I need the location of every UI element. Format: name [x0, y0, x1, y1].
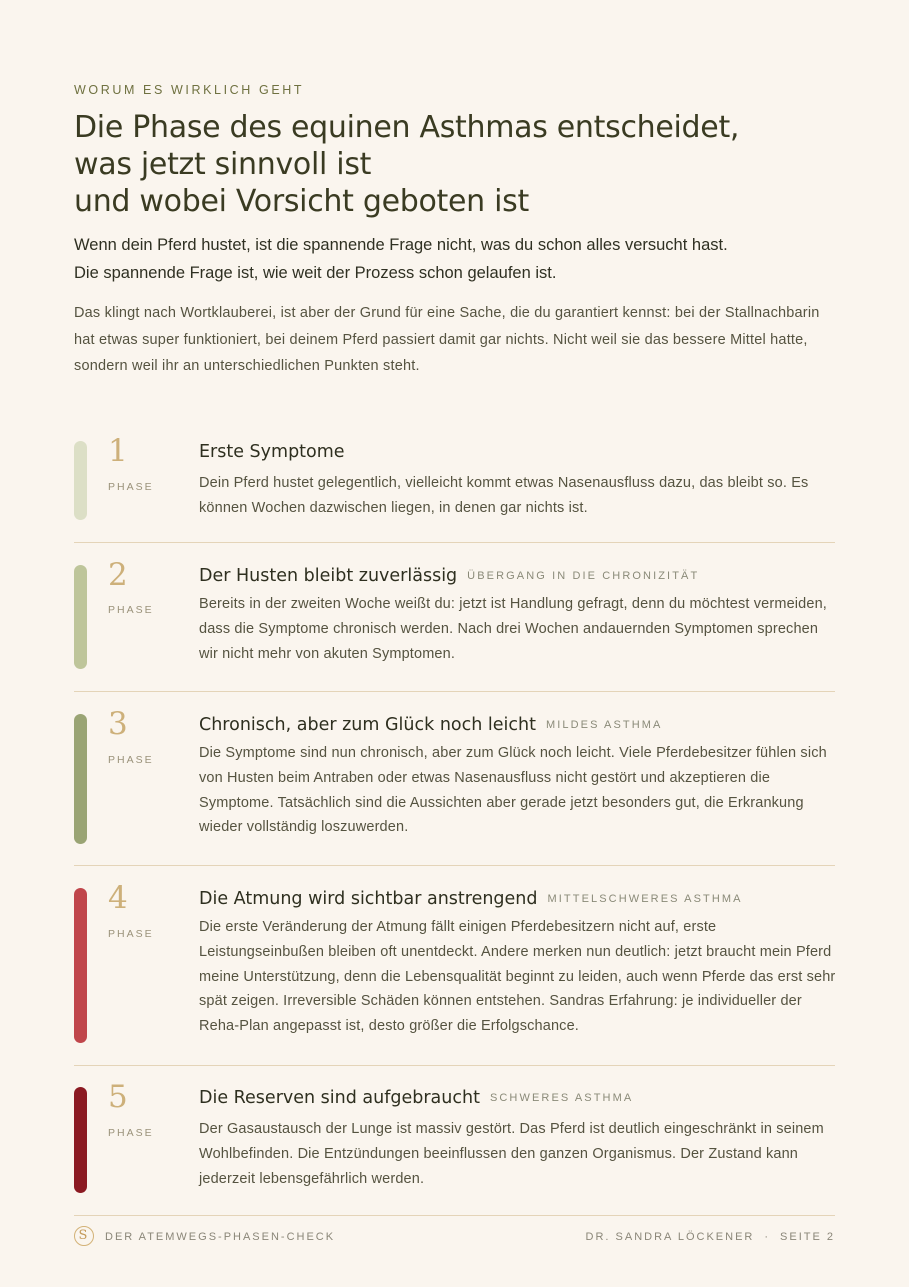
phase-number: 3 [108, 706, 128, 742]
phase-label: PHASE [108, 754, 154, 766]
phase-title-text: Die Atmung wird sichtbar anstrengend [199, 889, 538, 909]
divider [74, 1215, 835, 1216]
logo-icon: S [74, 1226, 94, 1246]
lead-paragraph [74, 231, 854, 287]
phase-subtitle: ÜBERGANG IN DIE CHRONIZITÄT [467, 570, 700, 582]
phase-content [199, 1087, 839, 1191]
title-line: was jetzt sinnvoll ist [74, 147, 372, 182]
footer-right [586, 1231, 835, 1243]
phase-label: PHASE [108, 604, 154, 616]
phase-text: Die Symptome sind nun chronisch, aber zum Glück noch leicht. Viele Pferdebesitzer fühlen sich von Husten beim Antraben oder etwas Nasenausfluss nicht gestört und akzeptieren die Symptome. Tatsächlich sind die Aussichten aber gerade jetzt besonders gut, die Erkrankung wieder vollständig loszuwerden. [199, 745, 827, 836]
phase-subtitle: MITTELSCHWERES ASTHMA [547, 893, 743, 905]
phase-title [199, 1087, 839, 1109]
phase-color-bar [74, 565, 87, 669]
phase-text: Die erste Veränderung der Atmung fällt einigen Pferdebesitzern nicht auf, erste Leistungseinbußen bleiben oft unentdeckt. Andere merken nun deutlich: jetzt braucht mein Pferd meine Unterstützung, denn die Lebensqualität beginnt zu leiden, auch wenn Pferde das erst sehr spät zeigen. Irreversible Schäden können entstehen. Sandras Erfahrung: je individueller der Reha-Plan angepasst ist, desto größer die Erfolgschance. [199, 919, 836, 1035]
phase-text: Bereits in der zweiten Woche weißt du: jetzt ist Handlung gefragt, denn du möchtest vermeiden, dass die Symptome chronisch werden. Nach drei Wochen andauernden Symptomen sprechen wir nicht mehr von akuten Symptomen. [199, 596, 827, 662]
intro-paragraph: Das klingt nach Wortklauberei, ist aber der Grund für eine Sache, die du garantiert kennst: bei der Stallnachbarin hat etwas super funktioniert, bei deinem Pferd passiert damit gar nichts. Nicht weil sie das bessere Mittel hatte, sondern weil ihr an unterschiedlichen Punkten steht. [74, 305, 820, 374]
phase-content [199, 714, 839, 840]
divider [74, 691, 835, 692]
phase-content [199, 441, 839, 521]
phase-content [199, 888, 839, 1039]
lead-line: Die spannende Frage ist, wie weit der Prozess schon gelaufen ist. [74, 264, 557, 282]
divider [74, 1065, 835, 1066]
phase-number: 1 [108, 433, 128, 469]
phase-color-bar [74, 888, 87, 1043]
phase-title [199, 565, 839, 587]
phase-number: 5 [108, 1079, 128, 1115]
phase-label: PHASE [108, 1127, 154, 1139]
phase-label: PHASE [108, 928, 154, 940]
page-title [74, 109, 834, 220]
phase-subtitle: MILDES ASTHMA [545, 719, 663, 731]
phase-title [199, 888, 839, 910]
phase-text: Dein Pferd hustet gelegentlich, vielleicht kommt etwas Nasenausfluss dazu, das bleibt so. Es können Wochen dazwischen liegen, in denen gar nichts ist. [199, 475, 809, 516]
phase-title-text: Erste Symptome [199, 442, 345, 462]
divider [74, 865, 835, 866]
phase-number: 2 [108, 557, 128, 593]
eyebrow: WORUM ES WIRKLICH GEHT [74, 83, 305, 97]
phase-content [199, 565, 839, 666]
footer [74, 1226, 835, 1248]
footer-title: DER ATEMWEGS-PHASEN-CHECK [105, 1231, 336, 1243]
footer-author: DR. SANDRA LÖCKENER [585, 1231, 755, 1243]
phase-color-bar [74, 1087, 87, 1193]
title-line: und wobei Vorsicht geboten ist [74, 184, 529, 219]
lead-line: Wenn dein Pferd hustet, ist die spannende Frage nicht, was du schon alles versucht hast. [74, 236, 728, 254]
phase-title [199, 441, 839, 463]
phase-text: Der Gasaustausch der Lunge ist massiv gestört. Das Pferd ist deutlich eingeschränkt in seinem Wohlbefinden. Die Entzündungen beeinflussen den ganzen Organismus. Der Zustand kann jederzeit lebensgefährlich werden. [199, 1121, 824, 1187]
footer-separator: · [764, 1231, 771, 1243]
phase-number: 4 [108, 880, 128, 916]
footer-page-number: SEITE 2 [780, 1231, 835, 1243]
phase-color-bar [74, 714, 87, 844]
phase-title-text: Chronisch, aber zum Glück noch leicht [199, 715, 536, 735]
phase-subtitle: SCHWERES ASTHMA [489, 1092, 634, 1104]
phase-title-text: Der Husten bleibt zuverlässig [199, 566, 458, 586]
phase-title-text: Die Reserven sind aufgebraucht [199, 1088, 480, 1108]
phase-label: PHASE [108, 481, 154, 493]
phase-title [199, 714, 839, 736]
phase-color-bar [74, 441, 87, 520]
divider [74, 542, 835, 543]
title-line: Die Phase des equinen Asthmas entscheidet, [74, 110, 740, 145]
